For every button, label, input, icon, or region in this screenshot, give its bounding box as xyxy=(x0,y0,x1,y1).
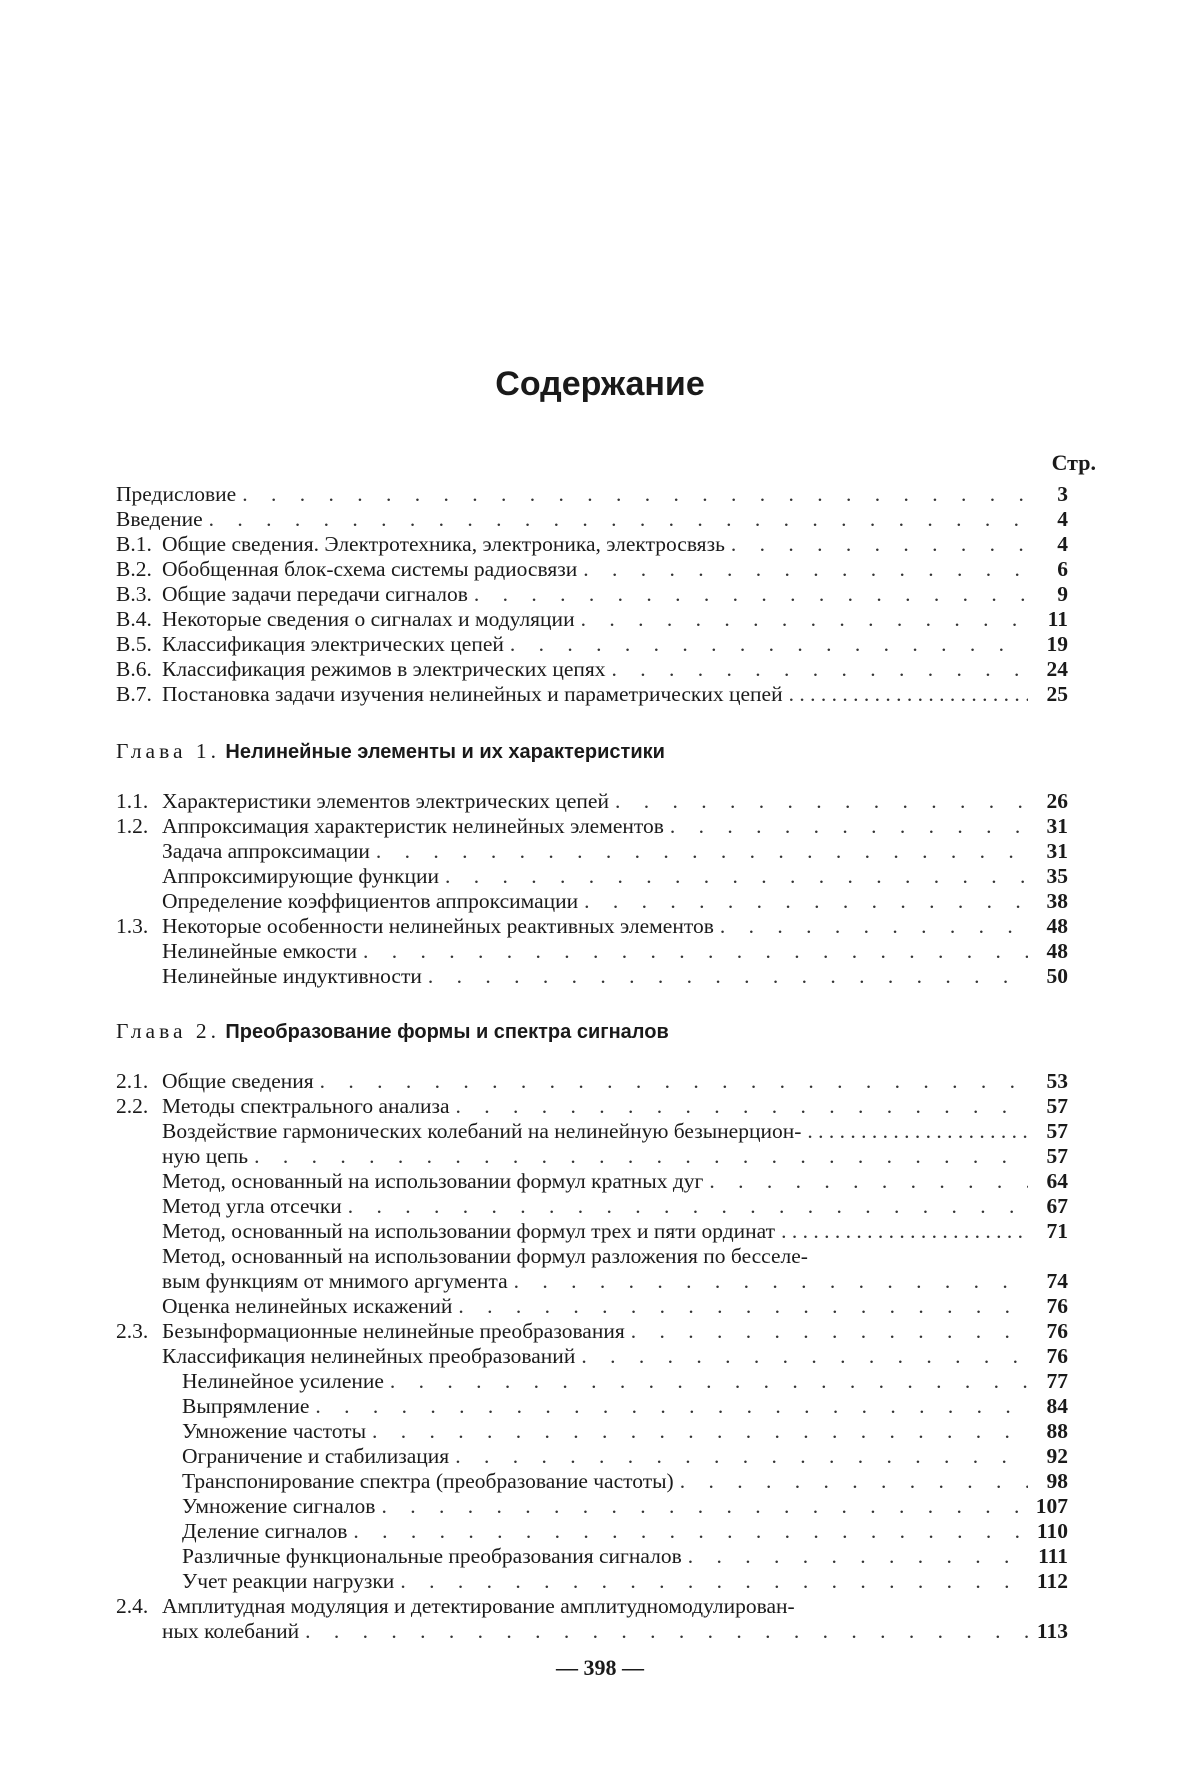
toc-entry xyxy=(116,507,1068,532)
toc-entry-page: 76 xyxy=(1046,1344,1068,1368)
toc-entry xyxy=(116,632,1068,657)
toc-entry-page: 84 xyxy=(1046,1394,1068,1418)
table-of-contents xyxy=(116,0,1068,1780)
toc-entry-page: 4 xyxy=(1057,532,1068,556)
toc-entry-text: Введение xyxy=(116,507,203,531)
toc-entry xyxy=(116,1519,1068,1544)
chapter-title: Нелинейные элементы и их характеристики xyxy=(225,741,665,763)
toc-entry-text: Некоторые особенности нелинейных реактивных элементов xyxy=(162,914,714,938)
toc-entry xyxy=(116,839,1068,864)
toc-entry-text: ных колебаний xyxy=(162,1619,300,1643)
toc-leader xyxy=(458,1294,1028,1319)
toc-entry-page: 35 xyxy=(1046,864,1068,888)
toc-entry xyxy=(116,1194,1068,1219)
toc-entry-text: Нелинейные индуктивности xyxy=(162,964,422,988)
toc-entry xyxy=(116,1369,1068,1394)
toc-leader xyxy=(376,839,1028,864)
toc-entry xyxy=(116,889,1068,914)
toc-leader xyxy=(688,1544,1028,1569)
toc-leader xyxy=(789,682,1028,707)
toc-entry-number: 1.1. xyxy=(116,789,149,813)
toc-entry-page: 11 xyxy=(1047,607,1068,631)
toc-entry-number: В.7. xyxy=(116,682,152,706)
toc-entry-text: Метод, основанный на использовании формул разложения по бесселе- xyxy=(162,1244,808,1268)
toc-leader xyxy=(381,1494,1028,1519)
toc-entry xyxy=(116,1294,1068,1319)
toc-entry-text: Ограничение и стабилизация xyxy=(182,1444,450,1468)
toc-entry-text: Воздействие гармонических колебаний на нелинейную безынерцион- xyxy=(162,1119,802,1143)
toc-entry-page: 26 xyxy=(1046,789,1068,813)
toc-entry xyxy=(116,939,1068,964)
toc-entry-number: В.4. xyxy=(116,607,152,631)
toc-entry-text: Аппроксимирующие функции xyxy=(162,864,439,888)
toc-entry xyxy=(116,1469,1068,1494)
toc-entry-number: В.5. xyxy=(116,632,152,656)
toc-entry xyxy=(116,682,1068,707)
toc-leader xyxy=(254,1144,1028,1169)
toc-entry-page: 98 xyxy=(1046,1469,1068,1493)
toc-leader xyxy=(372,1419,1028,1444)
page-column-label: Стр. xyxy=(1051,450,1096,475)
toc-entry-text: Метод, основанный на использовании формул трех и пяти ординат xyxy=(162,1219,776,1243)
toc-entry-page: 24 xyxy=(1046,657,1068,681)
toc-entry-page: 74 xyxy=(1046,1269,1068,1293)
toc-entry-page: 57 xyxy=(1046,1094,1068,1118)
toc-leader xyxy=(514,1269,1028,1294)
toc-entry-text: Классификация нелинейных преобразований xyxy=(162,1344,576,1368)
toc-entry-text: Умножение частоты xyxy=(182,1419,367,1443)
toc-entry xyxy=(116,1344,1068,1369)
chapter-heading xyxy=(116,738,1068,765)
toc-entry-page: 6 xyxy=(1057,557,1068,581)
toc-leader xyxy=(631,1319,1028,1344)
toc-entry xyxy=(116,607,1068,632)
toc-leader xyxy=(445,864,1028,889)
toc-entry-page: 77 xyxy=(1046,1369,1068,1393)
toc-entry-page: 107 xyxy=(1035,1494,1068,1518)
toc-entry xyxy=(116,482,1068,507)
toc-entry-text: Некоторые сведения о сигналах и модуляции xyxy=(162,607,575,631)
toc-entry-text: Общие сведения. Электротехника, электроника, электросвязь xyxy=(162,532,725,556)
toc-leader xyxy=(456,1094,1028,1119)
toc-entry xyxy=(116,964,1068,989)
toc-entry-page: 9 xyxy=(1057,582,1068,606)
toc-leader xyxy=(455,1444,1028,1469)
toc-entry xyxy=(116,814,1068,839)
toc-entry-page: 57 xyxy=(1046,1119,1068,1143)
toc-leader xyxy=(474,582,1028,607)
toc-entry xyxy=(116,789,1068,814)
toc-entry-text: Постановка задачи изучения нелинейных и параметрических цепей xyxy=(162,682,783,706)
toc-entry-text: Выпрямление xyxy=(182,1394,310,1418)
toc-entry xyxy=(116,1594,1068,1619)
toc-leader xyxy=(400,1569,1028,1594)
toc-entry-number: В.2. xyxy=(116,557,152,581)
toc-leader xyxy=(363,939,1028,964)
toc-leader xyxy=(670,814,1028,839)
toc-entry-page: 76 xyxy=(1046,1319,1068,1343)
toc-entry-text: Умножение сигналов xyxy=(182,1494,376,1518)
toc-entry xyxy=(116,1119,1068,1144)
toc-entry-text: Методы спектрального анализа xyxy=(162,1094,450,1118)
toc-entry-page: 64 xyxy=(1046,1169,1068,1193)
chapter-label: Глава 1. xyxy=(116,739,220,763)
toc-leader xyxy=(583,557,1028,582)
toc-entry-text: Учет реакции нагрузки xyxy=(182,1569,395,1593)
toc-entry-number: 2.2. xyxy=(116,1094,149,1118)
toc-leader xyxy=(581,607,1028,632)
toc-entry-text: Обобщенная блок-схема системы радиосвязи xyxy=(162,557,578,581)
toc-entry-page: 48 xyxy=(1046,914,1068,938)
toc-entry-page: 112 xyxy=(1036,1569,1068,1593)
toc-entry-number: В.1. xyxy=(116,532,152,556)
toc-entry xyxy=(116,1319,1068,1344)
toc-leader xyxy=(612,657,1028,682)
toc-entry-text: Транспонирование спектра (преобразование частоты) xyxy=(182,1469,674,1493)
toc-entry-number: 2.4. xyxy=(116,1594,149,1618)
toc-leader xyxy=(242,482,1028,507)
toc-leader xyxy=(510,632,1028,657)
toc-leader xyxy=(731,532,1028,557)
toc-entry-number: 2.3. xyxy=(116,1319,149,1343)
toc-leader xyxy=(584,889,1028,914)
chapter-heading xyxy=(116,1018,1068,1045)
toc-entry-text: Метод, основанный на использовании формул кратных дуг xyxy=(162,1169,704,1193)
toc-leader xyxy=(209,507,1028,532)
toc-leader xyxy=(807,1119,1028,1144)
toc-entry-page: 38 xyxy=(1046,889,1068,913)
toc-entry-text: Общие задачи передачи сигналов xyxy=(162,582,468,606)
toc-leader xyxy=(320,1069,1028,1094)
toc-entry xyxy=(116,1069,1068,1094)
toc-entry-page: 92 xyxy=(1046,1444,1068,1468)
toc-entry-number: 2.1. xyxy=(116,1069,149,1093)
toc-entry-page: 4 xyxy=(1057,507,1068,531)
toc-leader xyxy=(390,1369,1028,1394)
toc-leader xyxy=(581,1344,1028,1369)
toc-entry-page: 71 xyxy=(1046,1219,1068,1243)
toc-entry-page: 113 xyxy=(1036,1619,1068,1643)
toc-entry xyxy=(116,1394,1068,1419)
toc-entry xyxy=(116,1244,1068,1269)
toc-entry-page: 53 xyxy=(1046,1069,1068,1093)
toc-leader xyxy=(315,1394,1028,1419)
toc-leader xyxy=(709,1169,1028,1194)
toc-entry-text: Определение коэффициентов аппроксимации xyxy=(162,889,579,913)
toc-entry xyxy=(116,657,1068,682)
toc-entry-page: 48 xyxy=(1046,939,1068,963)
toc-entry-text: Общие сведения xyxy=(162,1069,314,1093)
toc-entry-text: Задача аппроксимации xyxy=(162,839,370,863)
toc-entry-page: 3 xyxy=(1057,482,1068,506)
toc-entry-text: Классификация электрических цепей xyxy=(162,632,504,656)
toc-entry xyxy=(116,1419,1068,1444)
toc-entry-page: 88 xyxy=(1046,1419,1068,1443)
toc-entry xyxy=(116,914,1068,939)
toc-entry-text: Нелинейные емкости xyxy=(162,939,357,963)
page-number: — 398 — xyxy=(556,1655,644,1680)
toc-leader xyxy=(353,1519,1028,1544)
toc-leader xyxy=(428,964,1028,989)
toc-entry-text: Нелинейное усиление xyxy=(182,1369,384,1393)
toc-entry xyxy=(116,1619,1068,1644)
toc-leader xyxy=(680,1469,1028,1494)
toc-leader xyxy=(720,914,1028,939)
page-title: Содержание xyxy=(495,365,705,403)
toc-entry xyxy=(116,557,1068,582)
toc-leader xyxy=(305,1619,1028,1644)
toc-entry xyxy=(116,582,1068,607)
toc-entry-page: 57 xyxy=(1046,1144,1068,1168)
toc-entry-number: 1.2. xyxy=(116,814,149,838)
toc-entry-text: Предисловие xyxy=(116,482,237,506)
toc-entry-text: Аппроксимация характеристик нелинейных элементов xyxy=(162,814,664,838)
toc-entry-page: 76 xyxy=(1046,1294,1068,1318)
toc-leader xyxy=(348,1194,1028,1219)
toc-entry xyxy=(116,1544,1068,1569)
toc-entry-number: В.3. xyxy=(116,582,152,606)
toc-leader xyxy=(781,1219,1028,1244)
toc-entry-page: 19 xyxy=(1046,632,1068,656)
toc-entry-page: 111 xyxy=(1038,1544,1068,1568)
toc-entry xyxy=(116,1219,1068,1244)
toc-entry-text: Классификация режимов в электрических цепях xyxy=(162,657,606,681)
toc-entry-page: 110 xyxy=(1036,1519,1068,1543)
toc-entry-page: 31 xyxy=(1046,814,1068,838)
chapter-title: Преобразование формы и спектра сигналов xyxy=(225,1021,669,1043)
toc-entry-number: 1.3. xyxy=(116,914,149,938)
toc-entry-page: 67 xyxy=(1046,1194,1068,1218)
toc-entry-text: Безынформационные нелинейные преобразования xyxy=(162,1319,625,1343)
toc-entry xyxy=(116,1269,1068,1294)
toc-entry xyxy=(116,1569,1068,1594)
toc-entry xyxy=(116,864,1068,889)
toc-entry xyxy=(116,1494,1068,1519)
toc-entry xyxy=(116,532,1068,557)
toc-entry-page: 50 xyxy=(1046,964,1068,988)
toc-entry-text: Оценка нелинейных искажений xyxy=(162,1294,453,1318)
toc-leader xyxy=(615,789,1028,814)
toc-entry xyxy=(116,1169,1068,1194)
toc-entry-number: В.6. xyxy=(116,657,152,681)
toc-entry-text: Характеристики элементов электрических цепей xyxy=(162,789,609,813)
toc-entry xyxy=(116,1144,1068,1169)
toc-entry xyxy=(116,1094,1068,1119)
toc-entry-text: Амплитудная модуляция и детектирование амплитудномодулирован- xyxy=(162,1594,795,1618)
toc-entry-text: Различные функциональные преобразования сигналов xyxy=(182,1544,682,1568)
toc-entry-text: Метод угла отсечки xyxy=(162,1194,342,1218)
chapter-label: Глава 2. xyxy=(116,1019,220,1043)
toc-entry-text: ную цепь xyxy=(162,1144,249,1168)
toc-entry-text: Деление сигналов xyxy=(182,1519,348,1543)
toc-entry xyxy=(116,1444,1068,1469)
toc-entry-page: 31 xyxy=(1046,839,1068,863)
toc-entry-text: вым функциям от мнимого аргумента xyxy=(162,1269,508,1293)
toc-entry-page: 25 xyxy=(1046,682,1068,706)
